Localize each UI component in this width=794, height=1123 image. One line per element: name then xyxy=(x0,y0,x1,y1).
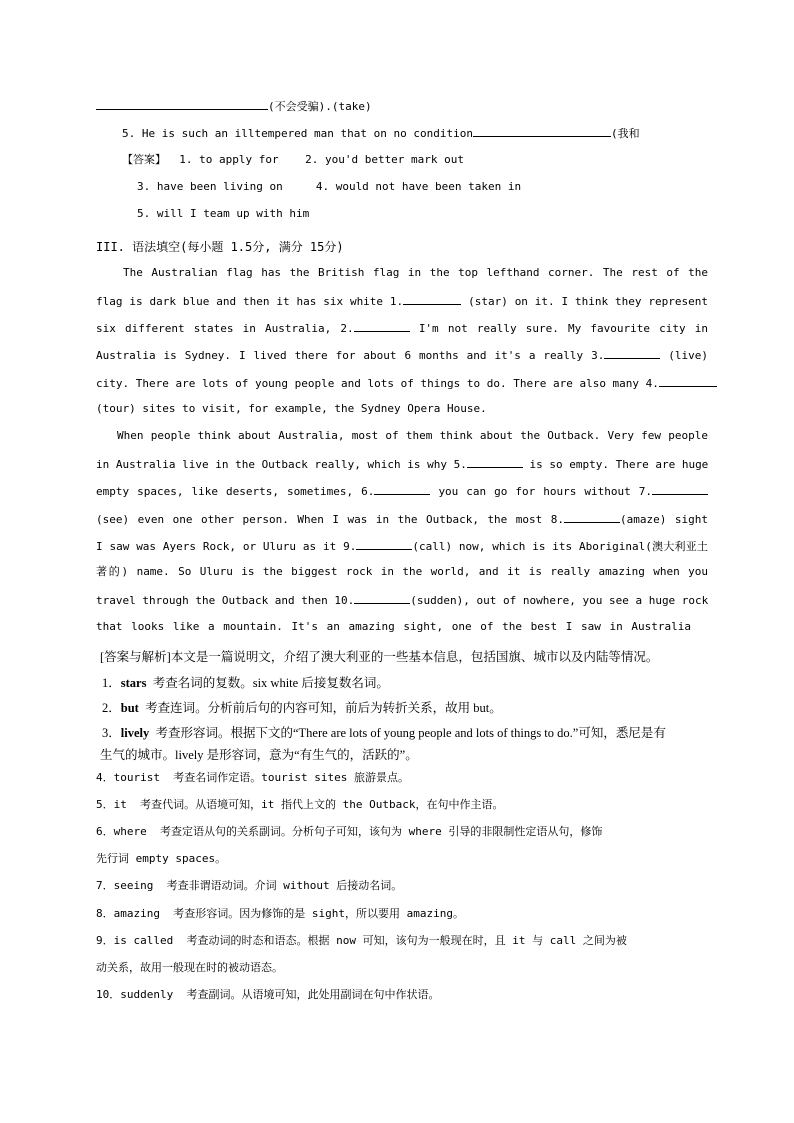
analysis-item-7: 7．seeing 考查非谓语动词。介词 without 后接动名词。 xyxy=(96,879,403,892)
blank-5 xyxy=(467,456,523,468)
analysis-item-5: 5．it 考查代词。从语境可知，it 指代上文的 the Outback，在句中作主语。 xyxy=(96,798,504,811)
passage-line-4: Australia is Sydney. I lived there for about 6 months and it's a really 3. (live) xyxy=(96,349,709,362)
blank-1 xyxy=(403,293,461,305)
analysis-item-3: 3．lively 考查形容词。根据下文的“There are lots of young people and lots of things to do.”可知，悉尼是有 xyxy=(102,726,666,740)
answer-blank xyxy=(96,98,268,110)
passage-line-14: that looks like a mountain. It's an amazing sight, one of the best I saw in Australia xyxy=(96,620,691,633)
blank-10 xyxy=(354,592,410,604)
blank-8 xyxy=(564,511,620,523)
analysis-item-4: 4．tourist 考查名词作定语。tourist sites 旅游景点。 xyxy=(96,771,409,784)
answer-blank xyxy=(473,125,611,137)
passage-line-12: 著的) name. So Uluru is the biggest rock in the world, and it is really amazing when you xyxy=(96,565,708,578)
passage-line-13: travel through the Outback and then 10. (sudden), out of nowhere, you see a huge rock xyxy=(96,594,709,607)
q4-continuation: (不会受骗).(take) xyxy=(96,98,372,114)
analysis-item-3-cont: 生气的城市。lively 是形容词，意为“有生气的，活跃的”。 xyxy=(100,748,418,762)
blank-6 xyxy=(374,483,430,495)
passage-line-8: in Australia live in the Outback really, which is why 5. is so empty. There are huge xyxy=(96,458,709,471)
passage-line-7: When people think about Australia, most of them think about the Outback. Very few people xyxy=(117,429,708,442)
blank-2 xyxy=(354,320,410,332)
analysis-item-1: 1．stars 考查名词的复数。six white 后接复数名词。 xyxy=(102,676,389,690)
blank-3 xyxy=(604,347,660,359)
analysis-item-6: 6．where 考查定语从句的关系副词。分析句子可知，该句为 where 引导的非限制性定语从句，修饰 xyxy=(96,825,603,838)
passage-line-2: flag is dark blue and then it has six white 1. (star) on it. I think they represent xyxy=(96,295,709,308)
q5-line: 5. He is such an illtempered man that on no condition (我和 xyxy=(122,127,640,140)
analysis-item-9: 9．is called 考查动词的时态和语态。根据 now 可知，该句为一般现在时，且 it 与 call 之间为被 xyxy=(96,934,627,947)
passage-line-3: six different states in Australia, 2. I'm not really sure. My favourite city in xyxy=(96,322,708,335)
answer-row-3: 5. will I team up with him xyxy=(137,207,310,220)
analysis-item-6-cont: 先行词 empty spaces。 xyxy=(96,852,227,865)
answer-label: 【答案】 xyxy=(122,153,166,166)
passage-line-10: (see) even one other person. When I was in the Outback, the most 8. (amaze) sight xyxy=(96,513,708,526)
passage-line-6: (tour) sites to visit, for example, the Sydney Opera House. xyxy=(96,402,487,415)
section-heading: III. 语法填空(每小题 1.5分, 满分 15分) xyxy=(96,240,344,254)
analysis-item-10: 10．suddenly 考查副词。从语境可知，此处用副词在句中作状语。 xyxy=(96,988,440,1001)
passage-line-1: The Australian flag has the British flag in the top lefthand corner. The rest of the xyxy=(123,266,708,279)
analysis-intro: [答案与解析]本文是一篇说明文，介绍了澳大利亚的一些基本信息，包括国旗、城市以及内陆等情况。 xyxy=(100,650,659,664)
blank-4 xyxy=(659,375,717,387)
analysis-item-9-cont: 动关系，故用一般现在时的被动语态。 xyxy=(96,961,283,974)
passage-line-11: I saw was Ayers Rock, or Uluru as it 9. (call) now, which is its Aboriginal(澳大利亚土 xyxy=(96,540,709,553)
answer-row-1: 【答案】 1. to apply for 2. you'd better mark out xyxy=(122,153,465,166)
passage-line-5: city. There are lots of young people and lots of things to do. There are also many 4. xyxy=(96,375,708,391)
passage-line-9: empty spaces, like deserts, sometimes, 6. you can go for hours without 7. xyxy=(96,483,708,499)
answer-row-2: 3. have been living on 4. would not have been taken in xyxy=(137,180,522,193)
blank-9 xyxy=(356,538,412,550)
blank-7 xyxy=(652,483,708,495)
analysis-item-2: 2．but 考查连词。分析前后句的内容可知，前后为转折关系，故用 but。 xyxy=(102,701,502,715)
analysis-item-8: 8．amazing 考查形容词。因为修饰的是 sight，所以要用 amazing。 xyxy=(96,907,464,920)
